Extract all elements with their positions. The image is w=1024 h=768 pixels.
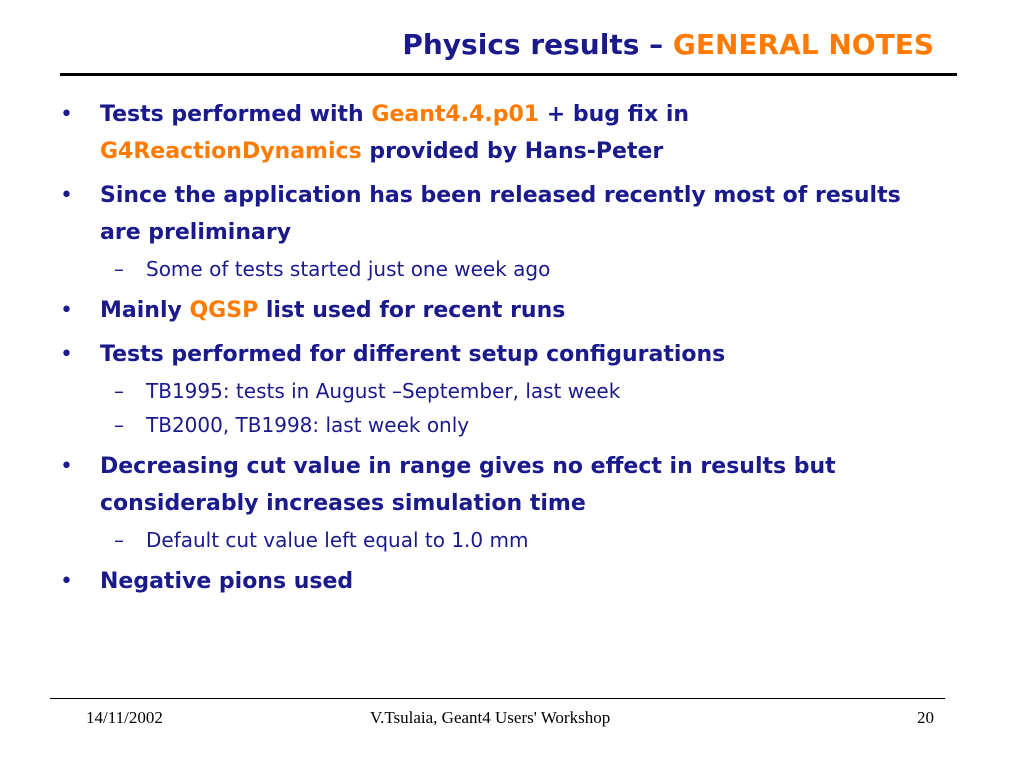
bullet-icon: • [60,102,73,127]
highlight-reaction-dynamics: G4ReactionDynamics [100,139,362,164]
dash-icon: – [114,257,124,281]
footer-date: 14/11/2002 [86,708,163,727]
bullet-item-setup-configurations [58,336,948,373]
slide-title [402,28,934,61]
dash-icon: – [114,528,124,552]
bullet-icon: • [60,342,73,367]
item-text: Since the application has been released recently most of results are preliminary [100,183,901,245]
bullet-icon: • [60,569,73,594]
footer-divider [50,698,945,699]
sub-item-one-week-ago [58,254,948,284]
footer-author-workshop: V.Tsulaia, Geant4 Users' Workshop [370,708,611,727]
sub-item-text: Some of tests started just one week ago [146,257,551,281]
sub-item-default-cut [58,525,948,555]
bullet-item-tests-performed [58,96,948,170]
title-divider [60,73,957,76]
bullet-item-negative-pions [58,563,948,600]
item-text: Tests performed with [100,102,372,127]
highlight-qgsp: QGSP [189,298,259,323]
item-text: provided by Hans-Peter [361,139,664,164]
sub-item-text: TB1995: tests in August –September, last week [146,379,621,403]
bullet-list [58,96,948,607]
bullet-item-qgsp [58,292,948,329]
item-text: Decreasing cut value in range gives no effect in results but considerably increases simulation time [100,454,836,516]
item-text: list used for recent runs [258,298,566,323]
highlight-geant-version: Geant4.4.p01 [371,102,540,127]
bullet-icon: • [60,183,73,208]
item-text: Mainly [100,298,190,323]
sub-item-tb2000 [58,410,948,440]
item-text: Tests performed for different setup configurations [100,342,726,367]
bullet-item-preliminary [58,177,948,251]
dash-icon: – [114,379,124,403]
bullet-icon: • [60,454,73,479]
title-main: Physics results – [402,28,673,61]
dash-icon: – [114,413,124,437]
sub-item-text: Default cut value left equal to 1.0 mm [146,528,529,552]
bullet-item-cut-value [58,448,948,522]
sub-item-text: TB2000, TB1998: last week only [146,413,470,437]
footer-page-number: 20 [917,708,934,727]
item-text: Negative pions used [100,569,354,594]
sub-item-tb1995 [58,376,948,406]
title-accent: GENERAL NOTES [672,28,934,61]
item-text: + bug fix in [539,102,690,127]
bullet-icon: • [60,298,73,323]
